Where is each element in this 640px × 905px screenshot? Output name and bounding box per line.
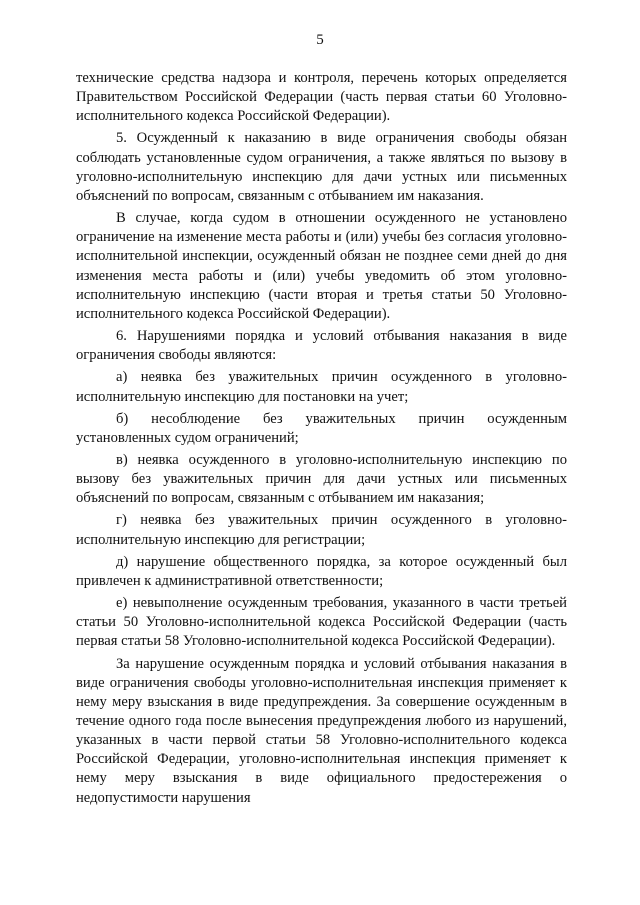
list-item-a: а) неявка без уважительных причин осужденного в уголовно-исполнительную инспекцию для постановки на учет;	[76, 369, 567, 405]
paragraph-penalties: За нарушение осужденным порядка и условий отбывания наказания в виде ограничения свободы уголовно-исполнительная инспекция применяет к нему меру взыскания в виде предупреждения. За совершение осужденным в течение одного года после вынесения предупреждения любого из нарушений, указанных в части первой статьи 58 Уголовно-исполнительного кодекса Российской Федерации, уголовно-исполнительная инспекция применяет к нему меру взыскания в виде официального предостережения о недопустимости нарушения	[76, 655, 567, 806]
list-item-e: е) невыполнение осужденным требования, указанного в части третьей статьи 50 Уголовно-исполнительной кодекса Российской Федерации (часть первая статьи 58 Уголовно-исполнительной кодекса Российской Федерации).	[76, 595, 567, 650]
list-item-d: д) нарушение общественного порядка, за которое осужденный был привлечен к административной ответственности;	[76, 553, 567, 589]
paragraph-item-5: 5. Осужденный к наказанию в виде ограничения свободы обязан соблюдать установленные судом ограничения, а также являться по вызову в уголовно-исполнительную инспекцию для дачи устных или письменных объяснений по вопросам, связанным с отбыванием им наказания.	[76, 130, 567, 204]
page-number: 5	[316, 32, 324, 48]
list-item-g: г) неявка без уважительных причин осужденного в уголовно-исполнительную инспекцию для регистрации;	[76, 512, 567, 548]
paragraph-continuation: технические средства надзора и контроля, перечень которых определяется Правительством Российской Федерации (часть первая статьи 60 Уголовно-исполнительного кодекса Российской Федерации).	[76, 70, 567, 125]
paragraph-item-6: 6. Нарушениями порядка и условий отбывания наказания в виде ограничения свободы являются:	[76, 328, 567, 364]
list-item-b: б) несоблюдение без уважительных причин осужденным установленных судом ограничений;	[76, 410, 567, 446]
list-item-v: в) неявка осужденного в уголовно-исполнительную инспекцию по вызову без уважительных причин для дачи устных или письменных объяснений по вопросам, связанным с отбыванием им наказания;	[76, 451, 567, 507]
paragraph-change-of-work: В случае, когда судом в отношении осужденного не установлено ограничение на изменение места работы и (или) учебы без согласия уголовно-исполнительной инспекции, осужденный обязан не позднее семи дней до дня изменения места работы и (или) учебы уведомить об этом уголовно-исполнительную инспекцию (части вторая и третья статьи 50 Уголовно-исполнительного кодекса Российской Федерации).	[76, 210, 567, 322]
document-body	[76, 69, 567, 811]
